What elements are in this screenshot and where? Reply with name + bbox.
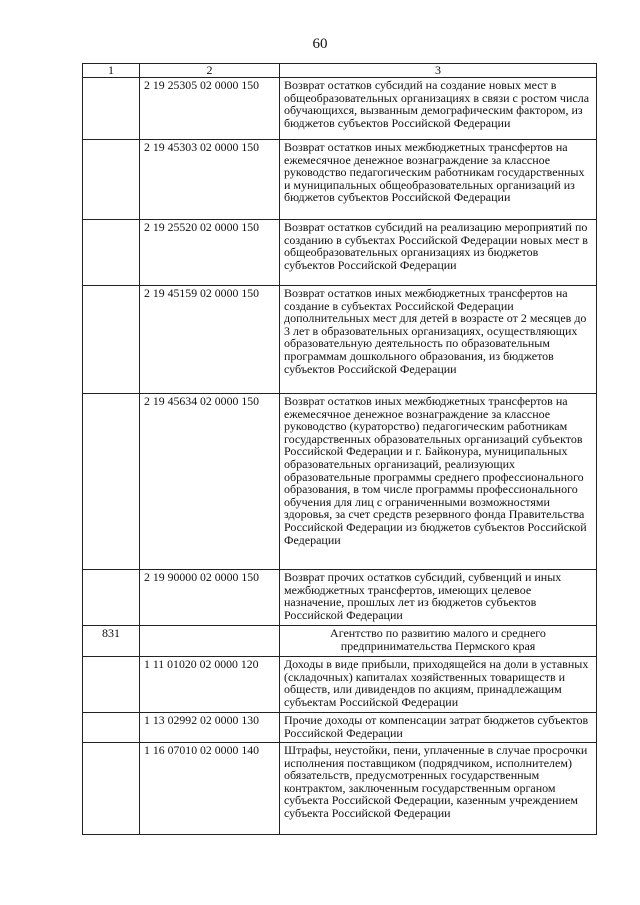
name-cell: Возврат остатков субсидий на реализацию мероприятий по созданию в субъектах Российской Федерации новых мест в общеобразовательных организациях из бюджетов субъектов Российской Федерации <box>280 220 597 286</box>
admin-cell <box>83 394 140 570</box>
admin-cell <box>83 286 140 394</box>
table-row <box>83 570 597 626</box>
table-row <box>83 140 597 220</box>
name-cell: Возврат остатков иных межбюджетных трансфертов на ежемесячное денежное вознаграждение за классное руководство (кураторство) педагогическим работникам государственных образовательных организаций субъектов Российской Федерации и г. Байконура, муниципальных образовательных организаций, реализующих образовательные программы среднего профессионального образования, в том числе программы профессионального обучения для лиц с ограниченными возможностями здоровья, за счет средств резервного фонда Правительства Российской Федерации из бюджетов субъектов Российской Федерации <box>280 394 597 570</box>
name-cell: Возврат остатков иных межбюджетных трансфертов на ежемесячное денежное вознаграждение за классное руководство педагогическим работникам государственных и муниципальных общеобразовательных организаций из бюджетов субъектов Российской Федерации <box>280 140 597 220</box>
admin-cell <box>83 220 140 286</box>
table-row <box>83 394 597 570</box>
code-cell: 2 19 25305 02 0000 150 <box>140 78 280 140</box>
code-cell: 2 19 45634 02 0000 150 <box>140 394 280 570</box>
header-col-3: 3 <box>280 64 597 78</box>
table-row <box>83 286 597 394</box>
admin-cell <box>83 657 140 713</box>
name-cell: Возврат остатков субсидий на создание новых мест в общеобразовательных организациях в связи с ростом числа обучающихся, вызванным демографическим фактором, из бюджетов субъектов Российской Федерации <box>280 78 597 140</box>
table-row <box>83 78 597 140</box>
admin-cell <box>83 713 140 743</box>
table-row <box>83 220 597 286</box>
page-number: 60 <box>312 36 328 52</box>
name-cell: Возврат остатков иных межбюджетных трансфертов на создание в субъектах Российской Федерации дополнительных мест для детей в возрасте от 2 месяцев до 3 лет в образовательных организациях, осуществляющих образовательную деятельность по образовательным программам дошкольного образования, из бюджетов субъектов Российской Федерации <box>280 286 597 394</box>
code-cell: 1 11 01020 02 0000 120 <box>140 657 280 713</box>
table-row <box>83 713 597 743</box>
name-cell: Возврат прочих остатков субсидий, субвенций и иных межбюджетных трансфертов, имеющих целевое назначение, прошлых лет из бюджетов субъектов Российской Федерации <box>280 570 597 626</box>
admin-code-cell: 831 <box>83 626 140 657</box>
code-cell: 1 16 07010 02 0000 140 <box>140 743 280 835</box>
code-cell: 2 19 45303 02 0000 150 <box>140 140 280 220</box>
code-cell: 2 19 25520 02 0000 150 <box>140 220 280 286</box>
admin-cell <box>83 78 140 140</box>
code-cell: 1 13 02992 02 0000 130 <box>140 713 280 743</box>
name-cell: Прочие доходы от компенсации затрат бюджетов субъектов Российской Федерации <box>280 713 597 743</box>
code-cell: 2 19 90000 02 0000 150 <box>140 570 280 626</box>
admin-name-cell: Агентство по развитию малого и среднего предпринимательства Пермского края <box>280 626 597 657</box>
admin-cell <box>83 140 140 220</box>
name-cell: Доходы в виде прибыли, приходящейся на доли в уставных (складочных) капиталах хозяйственных товариществ и обществ, или дивидендов по акциям, принадлежащим субъектам Российской Федерации <box>280 657 597 713</box>
header-col-1: 1 <box>83 64 140 78</box>
code-cell: 2 19 45159 02 0000 150 <box>140 286 280 394</box>
admin-cell <box>83 570 140 626</box>
table-row <box>83 743 597 835</box>
admin-cell <box>83 743 140 835</box>
table-row <box>83 657 597 713</box>
code-cell <box>140 626 280 657</box>
name-cell: Штрафы, неустойки, пени, уплаченные в случае просрочки исполнения поставщиком (подрядчиком, исполнителем) обязательств, предусмотренных государственным контрактом, заключенным государственным органом субъекта Российской Федерации, казенным учреждением субъекта Российской Федерации <box>280 743 597 835</box>
header-col-2: 2 <box>140 64 280 78</box>
budget-codes-table <box>82 63 597 835</box>
table-header-row <box>83 64 597 78</box>
table-row <box>83 626 597 657</box>
